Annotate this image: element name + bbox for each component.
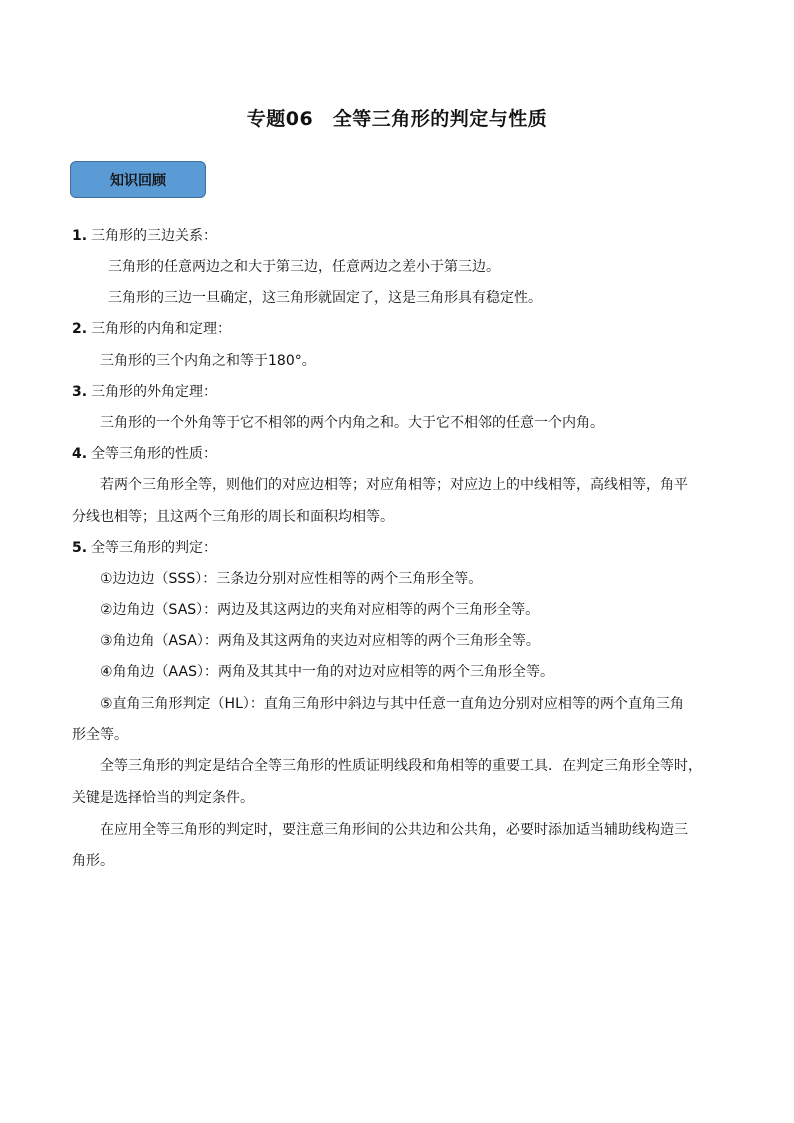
- item-5-line-8: 关键是选择恰当的判定条件。: [72, 790, 254, 806]
- item-5-line-1: ①边边边（SSS）：三条边分别对应性相等的两个三角形全等。: [100, 571, 483, 587]
- item-5-line-5: ⑤直角三角形判定（HL）：直角三角形中斜边与其中任意一直角边分别对应相等的两个直角三角: [100, 696, 684, 712]
- item-5-line-6: 形全等。: [72, 727, 128, 743]
- page-title: 专题06 全等三角形的判定与性质: [246, 108, 548, 130]
- item-2-number: 2.: [72, 321, 88, 337]
- item-1-heading-text: 三角形的三边关系：: [91, 228, 218, 244]
- item-1-line-1: 三角形的任意两边之和大于第三边，任意两边之差小于第三边。: [108, 259, 500, 275]
- item-3-heading: [72, 382, 217, 402]
- item-3-number: 3.: [72, 384, 88, 400]
- item-5-line-10: 角形。: [72, 853, 114, 869]
- item-5-line-4: ④角角边（AAS）：两角及其其中一角的对边对应相等的两个三角形全等。: [100, 664, 554, 680]
- item-1-line-2: 三角形的三边一旦确定，这三角形就固定了，这是三角形具有稳定性。: [108, 290, 542, 306]
- item-4-line-1: 若两个三角形全等，则他们的对应边相等；对应角相等；对应边上的中线相等，高线相等，角平: [100, 477, 688, 493]
- item-5-heading: [72, 538, 217, 558]
- item-5-line-7: 全等三角形的判定是结合全等三角形的性质证明线段和角相等的重要工具．在判定三角形全等时，: [100, 758, 702, 774]
- item-5-line-3: ③角边角（ASA）：两角及其这两角的夹边对应相等的两个三角形全等。: [100, 633, 540, 649]
- item-5-heading-text: 全等三角形的判定：: [91, 540, 218, 556]
- item-3-heading-text: 三角形的外角定理：: [91, 384, 218, 400]
- item-2-heading-text: 三角形的内角和定理：: [91, 321, 232, 337]
- section-badge: [70, 161, 206, 198]
- item-4-line-2: 分线也相等；且这两个三角形的周长和面积均相等。: [72, 509, 394, 525]
- section-badge-label: 知识回顾: [110, 172, 166, 189]
- item-4-heading-text: 全等三角形的性质：: [91, 446, 218, 462]
- item-1-heading: [72, 226, 217, 246]
- item-5-number: 5.: [72, 540, 88, 556]
- item-2-heading: [72, 319, 231, 339]
- item-3-line-1: 三角形的一个外角等于它不相邻的两个内角之和。大于它不相邻的任意一个内角。: [100, 415, 604, 431]
- item-5-line-2: ②边角边（SAS）：两边及其这两边的夹角对应相等的两个三角形全等。: [100, 602, 540, 618]
- item-4-number: 4.: [72, 446, 88, 462]
- item-5-line-9: 在应用全等三角形的判定时，要注意三角形间的公共边和公共角，必要时添加适当辅助线构造三: [100, 822, 688, 838]
- item-2-line-1: 三角形的三个内角之和等于180°。: [100, 353, 316, 369]
- item-4-heading: [72, 444, 217, 464]
- item-1-number: 1.: [72, 228, 88, 244]
